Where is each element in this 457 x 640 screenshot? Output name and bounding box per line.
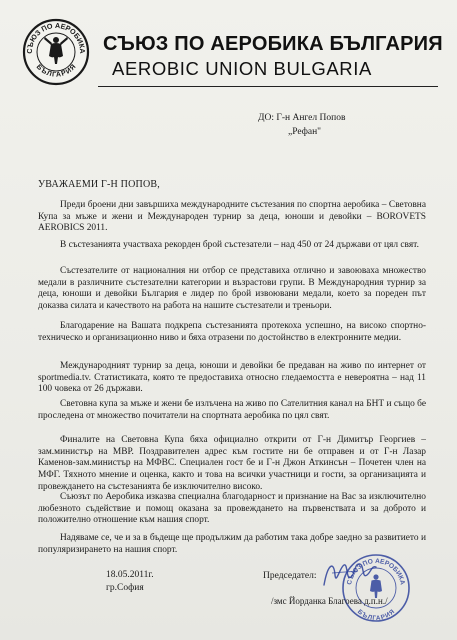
paragraph-1: Преди броени дни завършиха международните състезания по спортна аеробика – Световна Купа за мъже и жени и Международен турнир за деца, юноши и девойки – BOROVETS AEROBICS 2011. — [38, 200, 426, 234]
letter-place: гр.София — [106, 583, 144, 593]
paragraph-4: Благодарение на Вашата подкрепа състезанията протекоха успешно, на високо спортно-техническо и организационно ниво и бяха отразени по достойнство в електронните медии. — [38, 321, 426, 343]
stamp-text-top: СЪЮЗ ПО АЕРОБИКА — [346, 557, 406, 586]
paragraph-5: Международният турнир за деца, юноши и девойки бе предаван на живо по интернет от sportmedia.tv. Статистиката, която те предоставиха относно гледаемостта е невероятна – над 11 100 човека от 26 държави. — [38, 361, 426, 395]
paragraph-6: Световна купа за мъже и жени бе излъчена на живо по Сателитния канал на БНТ и също бе проследена от множество почитатели на спортната аеробика по цял свят. — [38, 399, 426, 421]
paragraph-9: Надяваме се, че и за в бъдеще ще продължим да работим така добре заедно за развитието и популяризирането на нашия спорт. — [38, 533, 426, 555]
paragraph-8: Съюзът по Аеробика изказва специална благодарност и признание на Вас за изключително любезното съдействие и помощ оказана за провеждането на първенствата и за доброто и положително отношение към нашия спорт. — [38, 492, 426, 526]
aerobic-union-logo — [22, 18, 90, 86]
salutation: УВАЖАЕМИ Г-Н ПОПОВ, — [38, 179, 160, 190]
stamp-text-bottom: БЪЛГАРИЯ — [355, 608, 397, 623]
logo-text-top: СЪЮЗ ПО АЕРОБИКА — [24, 20, 88, 54]
chair-label: Председател: — [263, 571, 317, 581]
letter-date: 18.05.2011г. — [106, 570, 154, 580]
org-name-en: AEROBIC UNION BULGARIA — [112, 58, 372, 79]
recipient-line-1: ДО: Г-н Ангел Попов — [258, 113, 346, 123]
date-place-block — [106, 569, 154, 595]
paragraph-2: В състезанията участваха рекорден брой състезатели – над 450 от 24 държави от цял свят. — [60, 240, 419, 250]
org-name-bg: СЪЮЗ ПО АЕРОБИКА БЪЛГАРИЯ — [103, 33, 443, 55]
signer-name: /змс Йорданка Благоева д.п.н./ — [271, 596, 388, 606]
signature-mark — [318, 555, 388, 595]
svg-text:БЪЛГАРИЯ — [356, 608, 396, 622]
paragraph-7: Финалите на Световна Купа бяха официално открити от Г-н Димитър Георгиев – зам.министър на МВР. Поздравителен адрес към гостите ни бе отправен и от Г-н Лазар Каменов-зам.министър на МФВС. Специален гост бе и Г-н Джон Аткинсън – Почетен член на МФГ. Тяхното мнение и оценка, както и това на всички участници и гости, за организацията и провеждането на състезанията бе изключително високо. — [38, 435, 426, 492]
logo-text-bottom: БЪЛГАРИЯ — [34, 63, 78, 79]
recipient-line-2: „Рефан" — [288, 127, 322, 137]
paragraph-3: Състезателите от националния ни отбор се представиха отлично и завоюваха множество медали в различните състезателни категории и възрастови групи. В Международния турнир за деца, юноши и девойки България е лидер по брой извоювани медали, което за пореден път доказва силата и качеството на работа на нашите състезатели и треньори. — [38, 266, 426, 312]
header-divider — [98, 86, 438, 87]
recipient-block — [258, 111, 345, 139]
